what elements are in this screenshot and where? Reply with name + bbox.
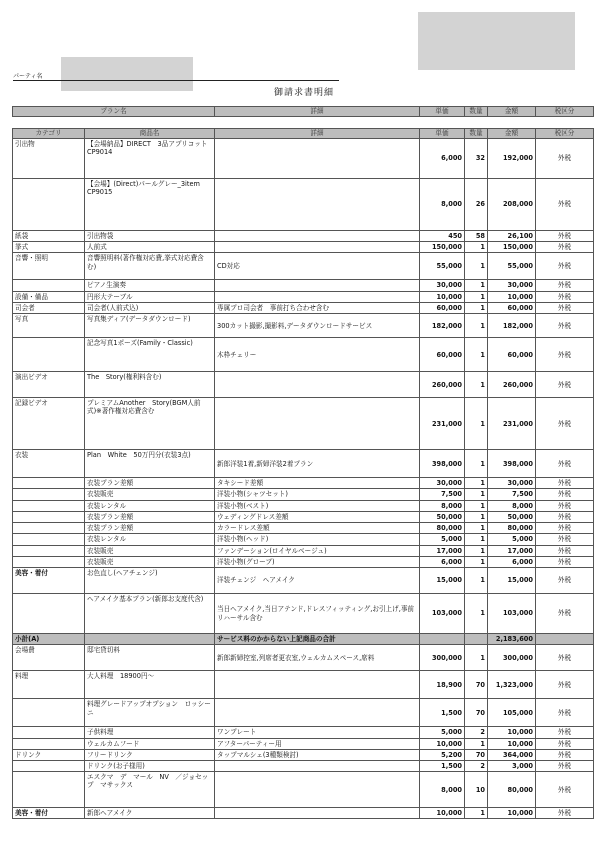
amount-cell: 8,000: [488, 500, 536, 511]
category-cell: 司会者: [13, 302, 85, 313]
amount-cell: 150,000: [488, 242, 536, 253]
detail-cell: [215, 179, 420, 231]
amount-cell: 2,183,600: [488, 634, 536, 645]
plan-summary-header: [12, 106, 594, 117]
quantity-cell: 1: [465, 242, 488, 253]
item-name-cell: 人前式: [85, 242, 215, 253]
item-name-cell: 料理グレードアップオプション ロッシーニ: [85, 699, 215, 727]
tax-type-cell: 外税: [536, 179, 594, 231]
amount-cell: 364,000: [488, 749, 536, 760]
tax-type-cell: [536, 634, 594, 645]
unit-price-cell: 55,000: [420, 253, 465, 280]
table-row: [13, 489, 594, 500]
tax-type-cell: 外税: [536, 398, 594, 450]
item-name-cell: 邸宅貸切料: [85, 645, 215, 671]
tax-type-cell: 外税: [536, 568, 594, 594]
amount-cell: 7,500: [488, 489, 536, 500]
item-name-cell: ヘアメイク基本プラン(新郎お支度代含): [85, 594, 215, 634]
unit-price-cell: 1,500: [420, 699, 465, 727]
quantity-cell: 1: [465, 372, 488, 398]
tax-type-cell: 外税: [536, 372, 594, 398]
unit-price-cell: 5,000: [420, 534, 465, 545]
unit-price-cell: 17,000: [420, 545, 465, 556]
amount-cell: 5,000: [488, 534, 536, 545]
tax-type-cell: 外税: [536, 738, 594, 749]
subtotal-row: [13, 634, 594, 645]
detail-cell: [215, 372, 420, 398]
detail-cell: 新郎新婦控室,列席者更衣室,ウェルカムスペース,席料: [215, 645, 420, 671]
unit-price-cell: 300,000: [420, 645, 465, 671]
amount-cell: 208,000: [488, 179, 536, 231]
quantity-cell: 70: [465, 699, 488, 727]
unit-price-cell: 60,000: [420, 338, 465, 372]
detail-cell: [215, 231, 420, 242]
table-row: [13, 760, 594, 771]
quantity-cell: 2: [465, 760, 488, 771]
amount-cell: 26,100: [488, 231, 536, 242]
tax-type-cell: 外税: [536, 523, 594, 534]
tax-type-cell: 外税: [536, 808, 594, 819]
table-row: [13, 280, 594, 291]
unit-price-cell: 182,000: [420, 314, 465, 338]
detail-cell: [215, 398, 420, 450]
category-cell: [13, 556, 85, 567]
amount-cell: 30,000: [488, 478, 536, 489]
quantity-cell: 58: [465, 231, 488, 242]
category-cell: [13, 489, 85, 500]
quantity-cell: 1: [465, 545, 488, 556]
tax-type-cell: 外税: [536, 594, 594, 634]
category-cell: [13, 338, 85, 372]
item-name-cell: 記念写真1ポーズ(Family・Classic): [85, 338, 215, 372]
table-row: [13, 314, 594, 338]
detail-cell: [215, 139, 420, 179]
tax-type-cell: 外税: [536, 699, 594, 727]
tax-type-cell: 外税: [536, 534, 594, 545]
unit-price-cell: 1,500: [420, 760, 465, 771]
col-unit-price: 単価: [420, 129, 465, 139]
item-name-cell: ピアノ生演奏: [85, 280, 215, 291]
unit-price-cell: 80,000: [420, 523, 465, 534]
col-item-name: 商品名: [85, 129, 215, 139]
detail-cell: カラードレス差額: [215, 523, 420, 534]
item-name-cell: ドリンク(お子様用): [85, 760, 215, 771]
quantity-cell: 1: [465, 645, 488, 671]
tax-type-cell: 外税: [536, 338, 594, 372]
category-cell: 衣装: [13, 450, 85, 478]
quantity-cell: 1: [465, 280, 488, 291]
col-quantity: 数量: [465, 107, 488, 117]
item-name-cell: フリードリンク: [85, 749, 215, 760]
quantity-cell: 1: [465, 338, 488, 372]
detail-cell: ウェディングドレス差額: [215, 511, 420, 522]
col-detail: 詳細: [215, 107, 420, 117]
detail-cell: 当日ヘアメイク,当日アテンド,ドレスフィッティング,お引上げ,事前リハーサル含む: [215, 594, 420, 634]
quantity-cell: 1: [465, 594, 488, 634]
detail-cell: 洋装小物(シャツセット): [215, 489, 420, 500]
amount-cell: 80,000: [488, 523, 536, 534]
unit-price-cell: 10,000: [420, 291, 465, 302]
item-name-cell: 衣装プラン差額: [85, 523, 215, 534]
item-name-cell: お色直し(ヘアチェンジ): [85, 568, 215, 594]
quantity-cell: 1: [465, 489, 488, 500]
tax-type-cell: 外税: [536, 545, 594, 556]
quantity-cell: 2: [465, 727, 488, 738]
table-row: [13, 671, 594, 699]
unit-price-cell: 18,900: [420, 671, 465, 699]
unit-price-cell: 15,000: [420, 568, 465, 594]
category-cell: [13, 699, 85, 727]
table-row: [13, 398, 594, 450]
amount-cell: 10,000: [488, 727, 536, 738]
col-category: カテゴリ: [13, 129, 85, 139]
item-name-cell: 【会場納品】DIRECT 3品アプリコットCP9014: [85, 139, 215, 179]
category-cell: [13, 594, 85, 634]
quantity-cell: 1: [465, 808, 488, 819]
item-name-cell: 円形大テーブル: [85, 291, 215, 302]
item-name-cell: 司会者(人前式込): [85, 302, 215, 313]
detail-cell: 専属プロ司会者 事前打ち合わせ含む: [215, 302, 420, 313]
unit-price-cell: [420, 634, 465, 645]
quantity-cell: 1: [465, 291, 488, 302]
category-cell: [13, 500, 85, 511]
category-cell: [13, 523, 85, 534]
item-name-cell: 写真集ディア(データダウンロード): [85, 314, 215, 338]
table-row: [13, 450, 594, 478]
quantity-cell: 1: [465, 450, 488, 478]
amount-cell: 398,000: [488, 450, 536, 478]
col-tax-type: 税区分: [536, 129, 594, 139]
tax-type-cell: 外税: [536, 500, 594, 511]
unit-price-cell: 50,000: [420, 511, 465, 522]
amount-cell: 15,000: [488, 568, 536, 594]
table-row: [13, 556, 594, 567]
category-cell: 料理: [13, 671, 85, 699]
unit-price-cell: 231,000: [420, 398, 465, 450]
tax-type-cell: 外税: [536, 242, 594, 253]
unit-price-cell: 5,000: [420, 727, 465, 738]
category-cell: 会場費: [13, 645, 85, 671]
col-amount: 金額: [488, 129, 536, 139]
col-plan-name: プラン名: [13, 107, 215, 117]
category-cell: [13, 478, 85, 489]
table-row: [13, 523, 594, 534]
amount-cell: 192,000: [488, 139, 536, 179]
item-name-cell: 新郎ヘアメイク: [85, 808, 215, 819]
tax-type-cell: 外税: [536, 302, 594, 313]
quantity-cell: 10: [465, 772, 488, 808]
detail-cell: 新郎洋装1着,新婦洋装2着プラン: [215, 450, 420, 478]
amount-cell: 60,000: [488, 302, 536, 313]
amount-cell: 3,000: [488, 760, 536, 771]
tax-type-cell: 外税: [536, 749, 594, 760]
unit-price-cell: 10,000: [420, 738, 465, 749]
quantity-cell: 1: [465, 500, 488, 511]
table-row: [13, 242, 594, 253]
table-row: [13, 808, 594, 819]
item-name-cell: [85, 634, 215, 645]
amount-cell: 105,000: [488, 699, 536, 727]
unit-price-cell: 8,000: [420, 179, 465, 231]
category-cell: [13, 511, 85, 522]
redacted-party-name: [61, 57, 193, 91]
tax-type-cell: 外税: [536, 478, 594, 489]
tax-type-cell: 外税: [536, 727, 594, 738]
amount-cell: 231,000: [488, 398, 536, 450]
detail-cell: [215, 671, 420, 699]
item-name-cell: ウェルカムフード: [85, 738, 215, 749]
detail-cell: 洋装小物(グローブ): [215, 556, 420, 567]
amount-cell: 80,000: [488, 772, 536, 808]
item-name-cell: 衣装販売: [85, 489, 215, 500]
category-cell: 美容・着付: [13, 808, 85, 819]
amount-cell: 17,000: [488, 545, 536, 556]
table-row: [13, 568, 594, 594]
unit-price-cell: 5,200: [420, 749, 465, 760]
item-name-cell: 衣装レンタル: [85, 534, 215, 545]
table-row: [13, 231, 594, 242]
unit-price-cell: 103,000: [420, 594, 465, 634]
quantity-cell: 1: [465, 302, 488, 313]
quantity-cell: 1: [465, 478, 488, 489]
amount-cell: 10,000: [488, 738, 536, 749]
detail-cell: [215, 760, 420, 771]
item-name-cell: 【会場】(Direct)パールグレー_3item CP9015: [85, 179, 215, 231]
table-row: [13, 727, 594, 738]
category-cell: [13, 738, 85, 749]
table-row: [13, 500, 594, 511]
table-row: [13, 699, 594, 727]
category-cell: ドリンク: [13, 749, 85, 760]
amount-cell: 103,000: [488, 594, 536, 634]
amount-cell: 6,000: [488, 556, 536, 567]
table-row: [13, 302, 594, 313]
col-amount: 金額: [488, 107, 536, 117]
unit-price-cell: 260,000: [420, 372, 465, 398]
table-row: [13, 645, 594, 671]
quantity-cell: 1: [465, 253, 488, 280]
col-quantity: 数量: [465, 129, 488, 139]
quantity-cell: 70: [465, 671, 488, 699]
category-cell: [13, 727, 85, 738]
category-cell: [13, 280, 85, 291]
unit-price-cell: 30,000: [420, 280, 465, 291]
tax-type-cell: 外税: [536, 489, 594, 500]
col-detail: 詳細: [215, 129, 420, 139]
tax-type-cell: 外税: [536, 139, 594, 179]
category-cell: [13, 179, 85, 231]
amount-cell: 30,000: [488, 280, 536, 291]
tax-type-cell: 外税: [536, 253, 594, 280]
category-cell: 音響・照明: [13, 253, 85, 280]
table-row: [13, 372, 594, 398]
tax-type-cell: 外税: [536, 645, 594, 671]
quantity-cell: 26: [465, 179, 488, 231]
col-tax-type: 税区分: [536, 107, 594, 117]
amount-cell: 55,000: [488, 253, 536, 280]
item-name-cell: 衣装プラン差額: [85, 511, 215, 522]
detail-cell: [215, 699, 420, 727]
detail-cell: 木枠チェリー: [215, 338, 420, 372]
amount-cell: 10,000: [488, 291, 536, 302]
table-row: [13, 545, 594, 556]
quantity-cell: 1: [465, 314, 488, 338]
category-cell: 写真: [13, 314, 85, 338]
tax-type-cell: 外税: [536, 556, 594, 567]
detail-cell: CD対応: [215, 253, 420, 280]
quantity-cell: 70: [465, 749, 488, 760]
detail-cell: [215, 280, 420, 291]
unit-price-cell: 398,000: [420, 450, 465, 478]
quantity-cell: 1: [465, 511, 488, 522]
table-row: [13, 534, 594, 545]
category-cell: 紙袋: [13, 231, 85, 242]
unit-price-cell: 7,500: [420, 489, 465, 500]
detail-cell: 洋装小物(ベスト): [215, 500, 420, 511]
detail-cell: 洋装小物(ヘッド): [215, 534, 420, 545]
item-name-cell: 衣装プラン差額: [85, 478, 215, 489]
detail-cell: サービス料のかからない上記商品の合計: [215, 634, 420, 645]
table-row: [13, 749, 594, 760]
table-row: [13, 338, 594, 372]
quantity-cell: 1: [465, 534, 488, 545]
table-row: [13, 179, 594, 231]
document-title: 御請求書明細: [274, 88, 335, 98]
tax-type-cell: 外税: [536, 280, 594, 291]
quantity-cell: 1: [465, 523, 488, 534]
quantity-cell: 1: [465, 556, 488, 567]
item-name-cell: 衣装販売: [85, 545, 215, 556]
tax-type-cell: 外税: [536, 511, 594, 522]
redacted-block-top: [418, 12, 575, 70]
table-row: [13, 738, 594, 749]
unit-price-cell: 8,000: [420, 772, 465, 808]
item-name-cell: Plan White 50万円分(衣装3点): [85, 450, 215, 478]
table-row: [13, 594, 594, 634]
amount-cell: 182,000: [488, 314, 536, 338]
category-cell: 記録ビデオ: [13, 398, 85, 450]
quantity-cell: [465, 634, 488, 645]
quantity-cell: 32: [465, 139, 488, 179]
quantity-cell: 1: [465, 398, 488, 450]
tax-type-cell: 外税: [536, 772, 594, 808]
table-row: [13, 253, 594, 280]
amount-cell: 300,000: [488, 645, 536, 671]
detail-cell: [215, 291, 420, 302]
item-name-cell: 子供料理: [85, 727, 215, 738]
unit-price-cell: 10,000: [420, 808, 465, 819]
unit-price-cell: 60,000: [420, 302, 465, 313]
amount-cell: 60,000: [488, 338, 536, 372]
category-cell: 美容・着付: [13, 568, 85, 594]
unit-price-cell: 30,000: [420, 478, 465, 489]
detail-cell: タップマルシェ(3種類検討): [215, 749, 420, 760]
invoice-detail-table: [12, 128, 594, 819]
amount-cell: 1,323,000: [488, 671, 536, 699]
item-name-cell: エスクマ デ マール NV ／ジョセップ マサックス: [85, 772, 215, 808]
category-cell: 挙式: [13, 242, 85, 253]
tax-type-cell: 外税: [536, 231, 594, 242]
tax-type-cell: 外税: [536, 291, 594, 302]
unit-price-cell: 6,000: [420, 556, 465, 567]
party-name-label: パーティ名: [13, 73, 43, 80]
unit-price-cell: 6,000: [420, 139, 465, 179]
detail-cell: [215, 808, 420, 819]
detail-cell: アフターパーティー用: [215, 738, 420, 749]
tax-type-cell: 外税: [536, 671, 594, 699]
detail-cell: ファンデーション(ロイヤルベージュ): [215, 545, 420, 556]
category-cell: 演出ビデオ: [13, 372, 85, 398]
unit-price-cell: 150,000: [420, 242, 465, 253]
detail-cell: [215, 242, 420, 253]
party-name-underline: [13, 80, 339, 81]
item-name-cell: 引出物袋: [85, 231, 215, 242]
amount-cell: 260,000: [488, 372, 536, 398]
category-cell: 設備・備品: [13, 291, 85, 302]
category-cell: [13, 545, 85, 556]
category-cell: 引出物: [13, 139, 85, 179]
tax-type-cell: 外税: [536, 314, 594, 338]
item-name-cell: The Story(権利料含む): [85, 372, 215, 398]
amount-cell: 50,000: [488, 511, 536, 522]
table-row: [13, 139, 594, 179]
quantity-cell: 1: [465, 568, 488, 594]
detail-cell: 洋装チェンジ ヘアメイク: [215, 568, 420, 594]
detail-cell: タキシード差額: [215, 478, 420, 489]
amount-cell: 10,000: [488, 808, 536, 819]
table-row: [13, 291, 594, 302]
unit-price-cell: 8,000: [420, 500, 465, 511]
item-name-cell: 音響照明料(著作権対応費,挙式対応費含む): [85, 253, 215, 280]
item-name-cell: プレミアムAnother Story(BGM人前式)※著作権対応費含む: [85, 398, 215, 450]
tax-type-cell: 外税: [536, 450, 594, 478]
table-row: [13, 478, 594, 489]
unit-price-cell: 450: [420, 231, 465, 242]
item-name-cell: 衣装販売: [85, 556, 215, 567]
detail-cell: 300カット撮影,撮影料,データダウンロードサービス: [215, 314, 420, 338]
item-name-cell: 大人料理 18900円～: [85, 671, 215, 699]
category-cell: 小計(A): [13, 634, 85, 645]
category-cell: [13, 772, 85, 808]
col-unit-price: 単価: [420, 107, 465, 117]
tax-type-cell: 外税: [536, 760, 594, 771]
table-row: [13, 772, 594, 808]
table-row: [13, 511, 594, 522]
detail-cell: [215, 772, 420, 808]
item-name-cell: 衣装レンタル: [85, 500, 215, 511]
category-cell: [13, 534, 85, 545]
quantity-cell: 1: [465, 738, 488, 749]
category-cell: [13, 760, 85, 771]
detail-cell: ワンプレート: [215, 727, 420, 738]
